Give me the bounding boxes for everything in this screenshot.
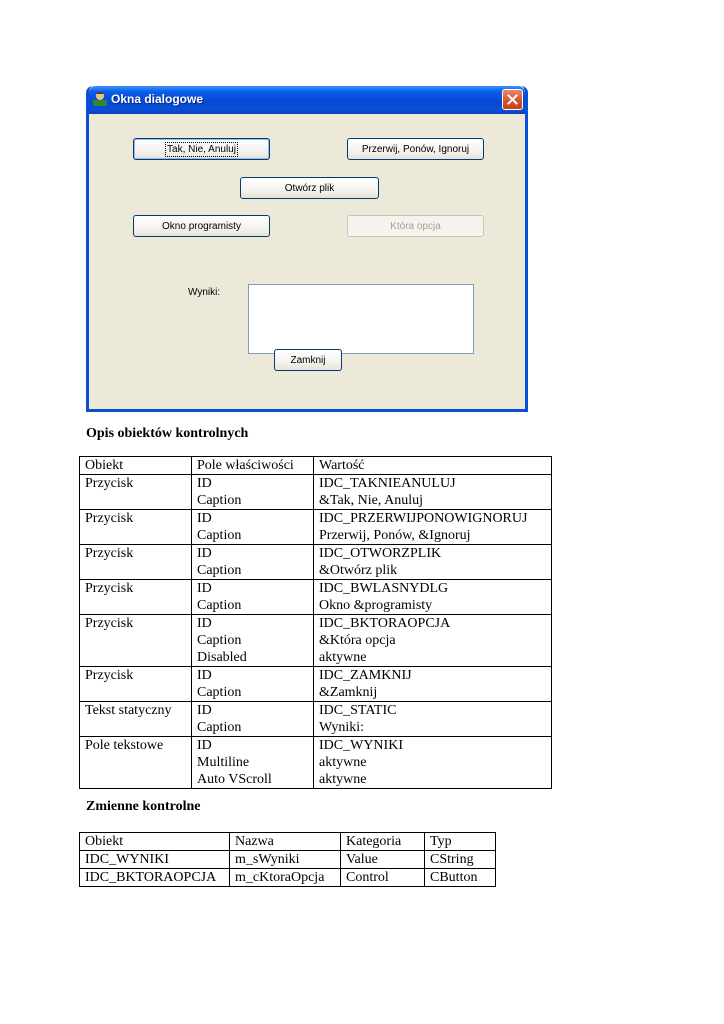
table-header-row xyxy=(80,833,496,851)
variable-cell-text: CButton xyxy=(430,870,478,885)
table-row xyxy=(80,737,552,789)
value-cell-text: IDC_ZAMKNIJ xyxy=(319,668,412,683)
header-cell xyxy=(425,833,496,851)
property-cell-text: ID xyxy=(197,581,212,596)
variable-cell-text: IDC_WYNIKI xyxy=(85,852,169,867)
value-cell-text: IDC_BKTORAOPCJA xyxy=(319,616,451,631)
property-cell-text: ID xyxy=(197,546,212,561)
value-cell-text: &Zamknij xyxy=(319,685,378,700)
object-cell xyxy=(80,667,192,702)
object-cell xyxy=(80,737,192,789)
value-cell-text: &Otwórz plik xyxy=(319,563,398,578)
header-cell xyxy=(80,833,230,851)
variable-cell-text: m_sWyniki xyxy=(235,852,300,867)
property-cell xyxy=(192,667,314,702)
property-cell-text: Caption xyxy=(197,720,242,735)
which-option-button[interactable] xyxy=(347,215,484,237)
object-cell-text: Przycisk xyxy=(85,668,134,683)
table-header-row xyxy=(80,457,552,475)
header-cell-text: Pole właściwości xyxy=(197,458,294,473)
value-cell-text: aktywne xyxy=(319,772,367,787)
table-row xyxy=(80,667,552,702)
table-row xyxy=(80,615,552,667)
property-cell xyxy=(192,737,314,789)
property-cell xyxy=(192,702,314,737)
object-cell-text: Przycisk xyxy=(85,476,134,491)
property-cell xyxy=(192,475,314,510)
abort-retry-ignore-label: Przerwij, Ponów, Ignoruj xyxy=(361,143,470,155)
results-textbox[interactable] xyxy=(248,284,474,354)
abort-retry-ignore-button[interactable] xyxy=(347,138,484,160)
header-cell-text: Obiekt xyxy=(85,458,124,473)
value-cell-text: IDC_STATIC xyxy=(319,703,397,718)
property-cell-text: Caption xyxy=(197,598,242,613)
yes-no-cancel-label: Tak, Nie, Anuluj xyxy=(167,143,236,155)
property-cell-text: ID xyxy=(197,476,212,491)
object-cell xyxy=(80,615,192,667)
variable-cell xyxy=(341,851,425,869)
value-cell-text: Wyniki: xyxy=(319,720,365,735)
value-cell-text: IDC_TAKNIEANULUJ xyxy=(319,476,456,491)
variable-cell-text: Control xyxy=(346,870,389,885)
controls-table xyxy=(79,456,552,789)
which-option-label: Która opcja xyxy=(390,220,441,232)
table-row xyxy=(80,702,552,737)
value-cell xyxy=(314,615,552,667)
close-window-button[interactable] xyxy=(502,89,523,110)
value-cell-text: aktywne xyxy=(319,650,367,665)
object-cell xyxy=(80,510,192,545)
open-file-label: Otwórz plik xyxy=(284,182,335,194)
header-cell-text: Wartość xyxy=(319,458,365,473)
value-cell-text: &Która opcja xyxy=(319,633,396,648)
property-cell-text: Caption xyxy=(197,563,242,578)
header-cell xyxy=(341,833,425,851)
object-cell xyxy=(80,475,192,510)
header-cell-text: Obiekt xyxy=(85,834,124,849)
property-cell-text: ID xyxy=(197,511,212,526)
object-cell xyxy=(80,580,192,615)
property-cell xyxy=(192,580,314,615)
dialog-title: Okna dialogowe xyxy=(111,92,204,106)
open-file-button[interactable] xyxy=(240,177,379,199)
person-icon xyxy=(93,91,107,106)
variable-cell xyxy=(425,869,496,887)
variables-heading: Zmienne kontrolne xyxy=(86,799,201,814)
object-cell-text: Przycisk xyxy=(85,581,134,596)
property-cell xyxy=(192,510,314,545)
property-cell-text: Caption xyxy=(197,685,242,700)
variable-cell xyxy=(341,869,425,887)
dialog-client-area xyxy=(89,114,525,409)
table-row xyxy=(80,545,552,580)
dialog-window xyxy=(86,86,528,412)
variable-cell-text: CString xyxy=(430,852,474,867)
table-row xyxy=(80,869,496,887)
property-cell-text: Caption xyxy=(197,493,242,508)
close-label: Zamknij xyxy=(290,354,326,366)
variable-cell xyxy=(425,851,496,869)
header-cell xyxy=(192,457,314,475)
controls-heading: Opis obiektów kontrolnych xyxy=(86,426,249,441)
value-cell xyxy=(314,580,552,615)
variable-cell xyxy=(80,869,230,887)
object-cell-text: Pole tekstowe xyxy=(85,738,164,753)
variable-cell xyxy=(230,851,341,869)
header-cell-text: Typ xyxy=(430,834,452,849)
property-cell-text: Auto VScroll xyxy=(197,772,272,787)
object-cell-text: Przycisk xyxy=(85,511,134,526)
custom-dialog-label: Okno programisty xyxy=(162,220,241,232)
value-cell-text: IDC_BWLASNYDLG xyxy=(319,581,449,596)
variables-table xyxy=(79,832,496,887)
property-cell xyxy=(192,615,314,667)
table-row xyxy=(80,475,552,510)
table-row xyxy=(80,851,496,869)
value-cell xyxy=(314,737,552,789)
object-cell-text: Tekst statyczny xyxy=(85,703,172,718)
object-cell xyxy=(80,702,192,737)
title-bar[interactable] xyxy=(89,86,525,114)
variable-cell-text: m_cKtoraOpcja xyxy=(235,870,325,885)
property-cell-text: ID xyxy=(197,703,212,718)
table-row xyxy=(80,580,552,615)
property-cell-text: Caption xyxy=(197,528,242,543)
value-cell xyxy=(314,545,552,580)
property-cell xyxy=(192,545,314,580)
value-cell xyxy=(314,510,552,545)
property-cell-text: ID xyxy=(197,616,212,631)
property-cell-text: Caption xyxy=(197,633,242,648)
value-cell xyxy=(314,667,552,702)
property-cell-text: Multiline xyxy=(197,755,250,770)
variable-cell xyxy=(230,869,341,887)
header-cell-text: Kategoria xyxy=(346,834,402,849)
variable-cell-text: Value xyxy=(346,852,378,867)
property-cell-text: ID xyxy=(197,668,212,683)
results-label: Wyniki: xyxy=(188,287,221,298)
value-cell xyxy=(314,475,552,510)
value-cell xyxy=(314,702,552,737)
property-cell-text: ID xyxy=(197,738,212,753)
property-cell-text: Disabled xyxy=(197,650,247,665)
close-icon xyxy=(507,94,518,105)
value-cell-text: Przerwij, Ponów, &Ignoruj xyxy=(319,528,471,543)
value-cell-text: IDC_OTWORZPLIK xyxy=(319,546,442,561)
table-row xyxy=(80,510,552,545)
variable-cell xyxy=(80,851,230,869)
close-button[interactable] xyxy=(274,349,342,371)
header-cell xyxy=(314,457,552,475)
object-cell-text: Przycisk xyxy=(85,616,134,631)
header-cell xyxy=(80,457,192,475)
object-cell-text: Przycisk xyxy=(85,546,134,561)
object-cell xyxy=(80,545,192,580)
header-cell-text: Nazwa xyxy=(235,834,274,849)
value-cell-text: &Tak, Nie, Anuluj xyxy=(319,493,424,508)
value-cell-text: IDC_WYNIKI xyxy=(319,738,403,753)
variable-cell-text: IDC_BKTORAOPCJA xyxy=(85,870,217,885)
custom-dialog-button[interactable] xyxy=(133,215,270,237)
value-cell-text: aktywne xyxy=(319,755,367,770)
header-cell xyxy=(230,833,341,851)
value-cell-text: Okno &programisty xyxy=(319,598,433,613)
value-cell-text: IDC_PRZERWIJPONOWIGNORUJ xyxy=(319,511,528,526)
yes-no-cancel-button[interactable] xyxy=(133,138,270,160)
